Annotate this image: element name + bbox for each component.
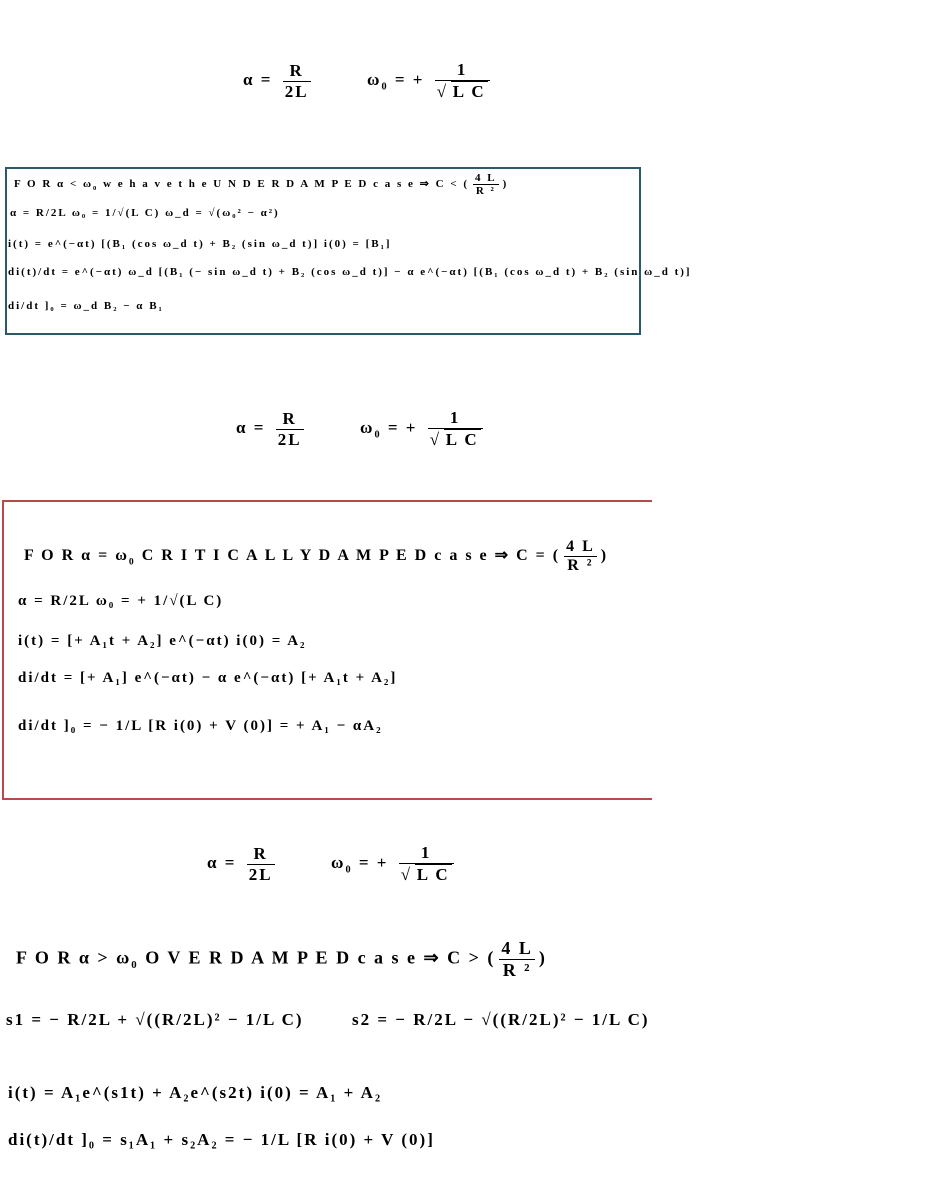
underdamped-line-5: di/dt ]₀ = ω_d B₂ − α B₁: [8, 300, 164, 312]
underdamped-line-2: α = R/2L ω₀ = 1/√(L C) ω_d = √(ω₀² − α²): [10, 207, 280, 219]
critical-line-3: i(t) = [+ A₁t + A₂] e^(−αt) i(0) = A₂: [18, 633, 307, 649]
underdamped-line-4: di(t)/dt = e^(−αt) ω_d [(B₁ (− sin ω_d t) + B₂ (cos ω_d t)] − α e^(−αt) [(B₁ (cos ω_d t) + B₂ (sin ω_d t)]: [8, 266, 692, 278]
alpha-fraction: $\frac{R}{2L}$: [284, 60, 309, 101]
overdamped-s2: s2 = − R/2L − √((R/2L)² − 1/L C): [352, 1010, 650, 1029]
critical-line-2: α = R/2L ω₀ = + 1/√(L C): [18, 593, 224, 609]
critical-title: F O R $\alpha = \omega_0$ C R I T I C A L L Y D A M P E D c a s e ⇒ C = ( $\frac{4 L}{\text{R ²}}$ ): [24, 538, 609, 574]
header-alpha-omega-1: α = $\frac{R}{2L}$ $\omega_0$ = + 1 √ L C: [243, 60, 494, 102]
critical-line-5: di/dt ]₀ = − 1/L [R i(0) + V (0)] = + A₁ − αA₂: [18, 718, 383, 734]
overdamped-line-4: di(t)/dt ]₀ = s₁A₁ + s₂A₂ = − 1/L [R i(0) + V (0)]: [8, 1130, 435, 1149]
omega-fraction: 1 √ L C: [435, 60, 490, 102]
overdamped-s1: s1 = − R/2L + √((R/2L)² − 1/L C): [6, 1010, 304, 1029]
overdamped-line-3: i(t) = A₁e^(s1t) + A₂e^(s2t) i(0) = A₁ + A₂: [8, 1083, 383, 1102]
header-alpha-omega-2: α = $\frac{R}{2L}$ $\omega_0$ = + 1 √ L C: [236, 408, 487, 450]
overdamped-title: F O R $\alpha > \omega_0$ O V E R D A M P E D c a s e ⇒ C > ( $\frac{4 L}{\text{R ²}}$ ): [16, 938, 547, 980]
alpha-symbol: α =: [243, 69, 273, 89]
omega-symbol: ω: [367, 69, 382, 89]
underdamped-line-3: i(t) = e^(−αt) [(B₁ (cos ω_d t) + B₂ (sin ω_d t)] i(0) = [B₁]: [8, 238, 392, 250]
critical-line-4: di/dt = [+ A₁] e^(−αt) − α e^(−αt) [+ A₁t + A₂]: [18, 670, 398, 686]
underdamped-title: F O R $\alpha < \omega_0$ w e h a v e t h e U N D E R D A M P E D c a s e ⇒ C < ( $\frac{4 L}{\text{R ²}}$ ): [14, 172, 509, 197]
header-alpha-omega-3: α = $\frac{R}{2L}$ $\omega_0$ = + 1 √ L C: [207, 843, 458, 885]
